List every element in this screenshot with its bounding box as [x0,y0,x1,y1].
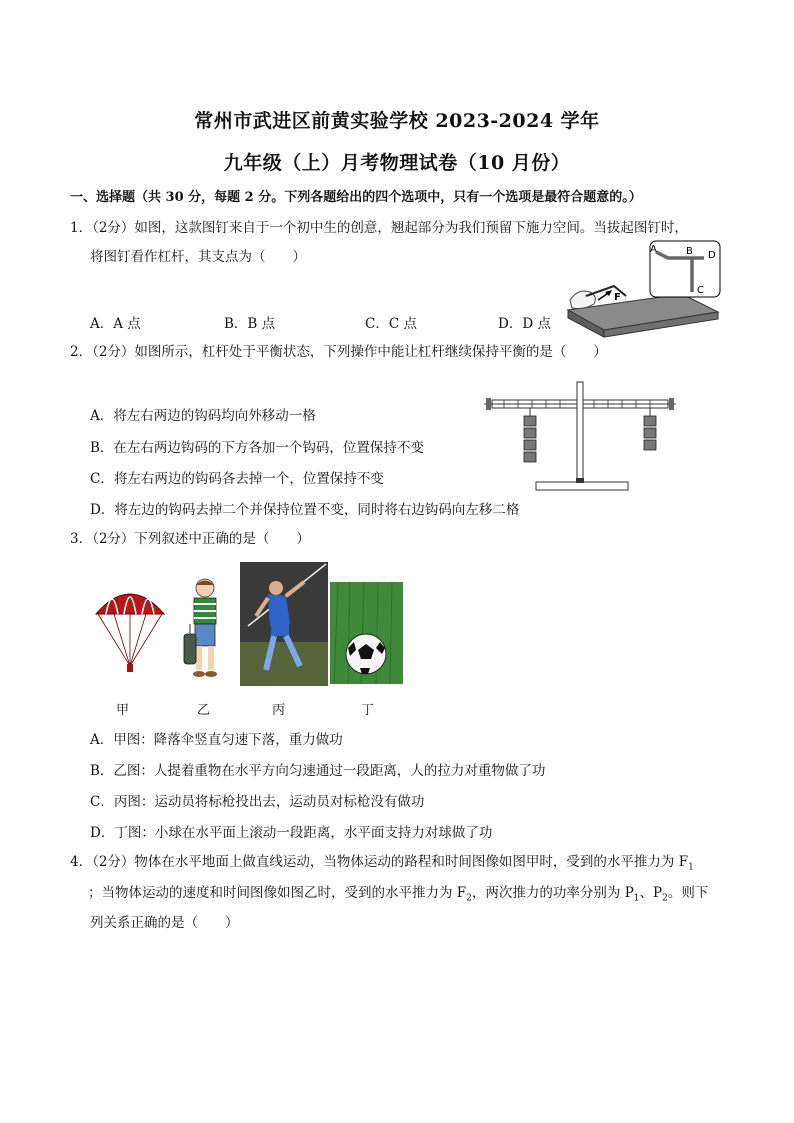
q3-stem: 3．（2分）下列叙述中正确的是（ ） [70,531,310,547]
q2-option-d: D．将左边的钩码去掉二个并保持位置不变，同时将右边钩码向左移二格 [90,502,520,518]
q2-option-b: B．在左右两边钩码的下方各加一个钩码，位置保持不变 [90,440,424,456]
label-f: F [614,292,621,303]
javelin-thrower-image [240,562,328,686]
q1-stem-line1: 1．（2分）如图，这款图钉来自于一个初中生的创意，翘起部分为我们预留下施力空间。当拔起图钉时， [70,220,688,236]
caption-bing: 丙 [272,703,286,718]
q4-stem-line1: 4．（2分）物体在水平地面上做直线运动，当物体运动的路程和时间图像如图甲时，受到的水平推力为 $F_1$ [70,854,694,873]
q2-option-a: A．将左右两边的钩码均向外移动一格 [90,408,316,424]
boy-carrying-bag-image [180,576,230,684]
lever-figure [480,378,680,498]
caption-jia: 甲 [116,703,130,718]
exam-title-line2: 九年级（上）月考物理试卷（10 月份） [223,152,571,174]
section-heading: 一、选择题（共 30 分，每题 2 分。下列各题给出的四个选项中，只有一个选项是最符合题意的。） [70,190,642,205]
q2-stem: 2．（2分）如图所示，杠杆处于平衡状态，下列操作中能让杠杆继续保持平衡的是（ ） [70,344,607,360]
q1-option-c: C．C 点 [365,316,417,332]
q1-stem-line2: 将图钉看作杠杆，其支点为（ ） [90,249,306,265]
q3-option-a: A．甲图：降落伞竖直匀速下落，重力做功 [90,732,343,748]
exam-title-line1: 常州市武进区前黄实验学校 2023-2024 学年 [194,110,600,132]
q4-stem-line3: 列关系正确的是（ ） [90,915,239,931]
q3-option-b: B．乙图：人提着重物在水平方向匀速通过一段距离，人的拉力对重物做了功 [90,763,546,779]
caption-ding: 丁 [361,703,375,718]
q3-option-c: C．丙图：运动员将标枪投出去，运动员对标枪没有做功 [90,794,425,810]
q1-option-d: D．D 点 [498,316,551,332]
q1-option-a: A．A 点 [90,316,141,332]
caption-yi: 乙 [197,703,211,718]
q1-option-b: B．B 点 [224,316,276,332]
q3-option-d: D．丁图：小球在水平面上滚动一段距离，水平面支持力对球做了功 [90,825,493,841]
q2-option-c: C．将左右两边的钩码各去掉一个，位置保持不变 [90,471,384,487]
label-a: A [650,244,657,255]
thumbtack-figure [564,238,722,338]
parachute-image [92,578,168,678]
label-c: C [697,285,704,296]
label-b: B [686,246,693,257]
soccer-ball-image [330,582,403,684]
label-d: D [708,250,716,261]
q4-stem-line2: ；当物体运动的速度和时间图像如图乙时，受到的水平推力为 $F_2$，两次推力的功率分别为 $P_1$、$P_2$。则下 [88,885,709,904]
